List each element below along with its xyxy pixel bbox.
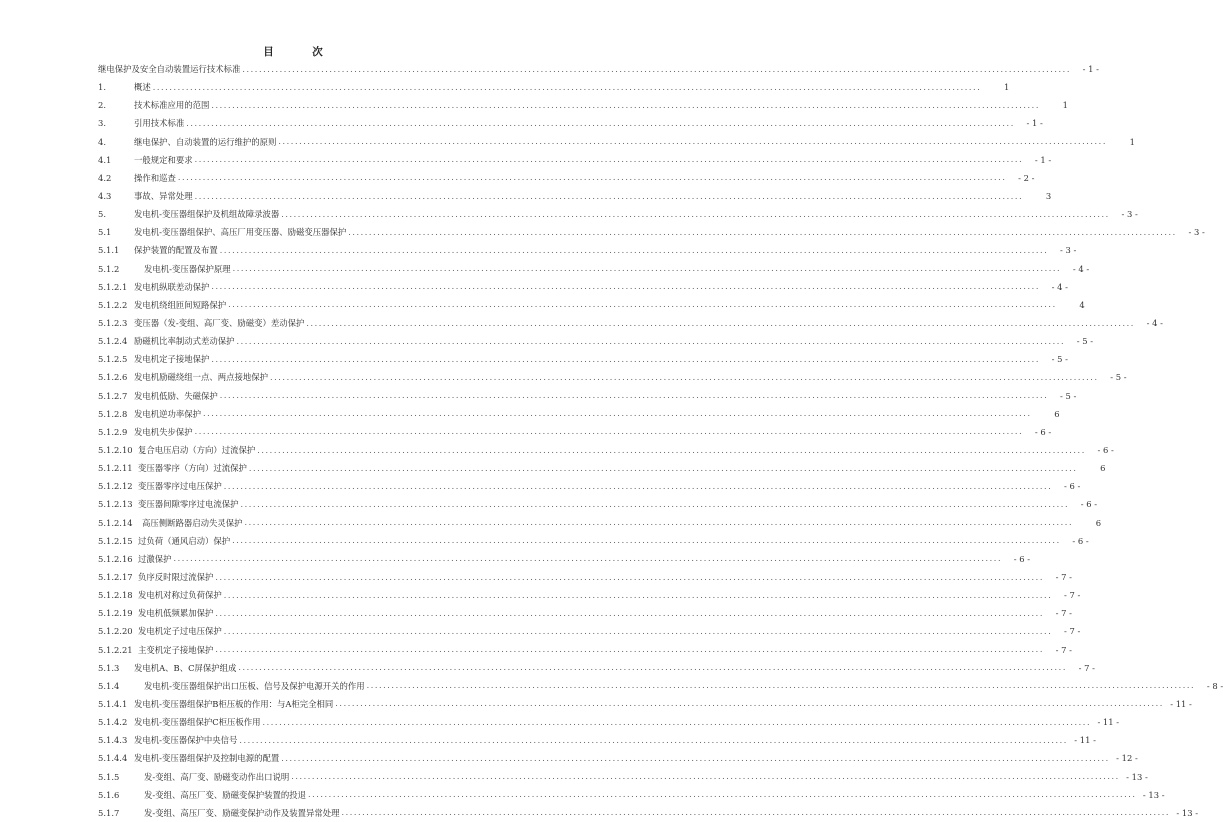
toc-entry-page: - 13 - [1176,807,1199,818]
toc-entry-title: 发电机励磁绕组一点、两点接地保护 [134,372,268,383]
toc-leader-dots: ........................................................................................................................................................................................................ [341,808,1171,818]
toc-entry-page: - 1 - [1026,118,1043,129]
toc-leader-dots: ........................................................................................................................................................................................................ [223,626,1053,636]
toc-leader-dots: ........................................................................................................................................................................................................ [219,245,1049,255]
toc-entry-title: 发电机-变压器组保护出口压板、信号及保护电源开关的作用 [144,680,365,691]
toc-leader-dots: ........................................................................................................................................................................................................ [239,735,1068,745]
toc-entry-page: 6 [1095,517,1102,528]
toc-entry[interactable] [98,641,1072,659]
toc-entry-page: - 11 - [1170,698,1192,709]
toc-entry[interactable] [98,568,1072,586]
toc-entry-number: 5.1.7 [98,807,120,818]
toc-entry-title: 变压器间隙零序过电流保护 [138,499,239,510]
toc-entry-number: 5.1.2.20 [98,626,133,637]
toc-entry-page: - 8 - [1206,680,1223,691]
toc-entry[interactable] [98,278,1068,296]
toc-entry-page: - 6 - [1013,553,1031,564]
toc-entry[interactable] [98,296,1085,314]
toc-entry-page: - 3 - [1188,227,1205,238]
toc-entry-title: 发电机纵联差动保护 [134,281,210,292]
toc-leader-dots: ........................................................................................................................................................................................................ [177,173,1007,183]
toc-entry[interactable] [98,713,1120,731]
toc-entry[interactable] [98,695,1192,713]
toc-entry[interactable] [98,205,1138,223]
toc-entry[interactable] [98,387,1077,405]
toc-entry-title: 发电机绕组匝间短路保护 [134,299,227,310]
toc-entry-title: 继电保护、自动装置的运行维护的原则 [134,136,277,147]
toc-entry-title: 事故、异常处理 [134,191,193,202]
toc-entry[interactable] [98,550,1031,568]
toc-entry-number: 5.1.4 [98,680,120,691]
toc-entry-title: 变压器零序过电压保护 [138,481,222,492]
toc-entry-number: 5.1.2.11 [98,463,133,474]
toc-entry-title: 励磁机比率制动式差动保护 [134,336,235,347]
toc-entry-title: 发电机-变压器组保护B柜压板的作用：与A柜完全相同 [134,698,334,709]
toc-entry-title: 复合电压启动（方向）过流保护 [138,445,256,456]
toc-entry-title: 发电机-变压器组保护及机组故障录波器 [134,209,280,220]
toc-entry[interactable] [98,368,1127,386]
toc-leader-dots: ........................................................................................................................................................................................................ [219,391,1049,401]
toc-entry-page: 6 [1100,463,1106,474]
toc-leader-dots: ........................................................................................................................................................................................................ [232,536,1061,546]
toc-entry-title: 变压器零序（方向）过流保护 [138,463,247,474]
toc-entry-page: - 4 - [1051,281,1068,292]
toc-entry[interactable] [98,314,1163,332]
toc-entry-page: - 13 - [1126,771,1148,782]
toc-entry-title: 发电机低励、失磁保护 [134,390,218,401]
toc-leader-dots: ........................................................................................................................................................................................................ [194,191,1024,201]
toc-entry[interactable] [98,604,1072,622]
toc-entry-page: - 6 - [1034,426,1052,437]
toc-entry-title: 发电机-变压器保护原理 [144,263,231,274]
toc-entry-page: - 5 - [1060,390,1077,401]
toc-entry-page: - 3 - [1121,209,1138,220]
toc-entry-title: 发电机对称过负荷保护 [138,590,222,601]
toc-entry-number: 5.1.2.21 [98,644,133,655]
toc-entry[interactable] [98,187,1052,205]
toc-leader-dots: ........................................................................................................................................................................................................ [281,209,1110,219]
toc-entry-page: 1 [1129,136,1135,147]
toc-leader-dots: ........................................................................................................................................................................................................ [278,137,1107,147]
toc-entry-page: - 1 - [1034,154,1052,165]
toc-entry-number: 5.1.2 [98,263,120,274]
toc-entry-number: 5.1.2.5 [98,354,128,365]
toc-entry[interactable] [98,78,1010,96]
toc-entry-page: - 11 - [1097,717,1120,728]
toc-leader-dots: ........................................................................................................................................................................................................ [238,663,1067,673]
toc-entry-page: - 11 - [1074,735,1096,746]
toc-entry[interactable] [98,677,1223,695]
toc-entry[interactable] [98,749,1138,767]
toc-title: 目 次 [263,46,337,58]
toc-entry-number: 4.3 [98,191,112,202]
toc-leader-dots: ........................................................................................................................................................................................................ [236,336,1066,346]
toc-leader-dots: ........................................................................................................................................................................................................ [215,608,1044,618]
toc-leader-dots: ........................................................................................................................................................................................................ [242,64,1071,74]
toc-leader-dots: ........................................................................................................................................................................................................ [173,554,1003,564]
toc-entry[interactable] [98,114,1043,132]
toc-leader-dots: ........................................................................................................................................................................................................ [281,753,1110,763]
toc-entry[interactable] [98,786,1165,804]
toc-entry-number: 4.2 [98,172,112,183]
toc-entry-page: 1 [1004,82,1010,93]
toc-entry-title: 继电保护及安全自动装置运行技术标准 [98,64,241,75]
toc-entry-number: 5.1.6 [98,789,120,800]
toc-entry-title: 一般规定和要求 [134,154,193,165]
toc-leader-dots: ........................................................................................................................................................................................................ [194,155,1024,165]
toc-entry-page: 1 [1062,100,1068,111]
toc-leader-dots: ........................................................................................................................................................................................................ [348,227,1177,237]
toc-entry-page: - 7 - [1055,572,1072,582]
toc-entry[interactable] [98,332,1094,350]
toc-entry-number: 5.1.2.1 [98,281,128,292]
toc-entry[interactable] [98,169,1035,187]
toc-entry[interactable] [98,495,1098,513]
toc-leader-dots: ........................................................................................................................................................................................................ [152,82,982,92]
toc-entry-number: 5.1.4.4 [98,753,128,764]
toc-entry[interactable] [98,441,1114,459]
toc-entry[interactable] [98,659,1095,677]
toc-entry[interactable] [98,514,1102,532]
toc-leader-dots: ........................................................................................................................................................................................................ [186,118,1015,128]
toc-entry-title: 主变机定子接地保护 [138,644,214,655]
toc-entry-title: 概述 [134,82,151,93]
toc-entry-page: - 4 - [1146,318,1163,329]
toc-entry-number: 5.1.2.3 [98,318,128,329]
toc-entry-number: 5.1.2.18 [98,590,133,601]
toc-entry[interactable] [98,133,1135,151]
toc-entry-title: 保护装置的配置及布置 [134,245,218,256]
toc-entry-title: 负序反时限过流保护 [138,572,214,582]
toc-leader-dots: ........................................................................................................................................................................................................ [291,772,1120,782]
toc-entry[interactable] [98,260,1090,278]
toc-leader-dots: ........................................................................................................................................................................................................ [211,282,1040,292]
toc-entry-title: 发电机逆功率保护 [134,408,201,419]
toc-entry-page: 4 [1079,299,1085,310]
toc-entry[interactable] [98,477,1081,495]
toc-entry[interactable] [98,622,1081,640]
toc-entry-title: 发电机-变压器组保护、高压厂用变压器、励磁变压器保护 [134,227,347,238]
toc-entry-number: 1. [98,82,106,93]
toc-entry-title: 发电机-变压器保护中央信号 [134,735,238,746]
toc-leader-dots: ........................................................................................................................................................................................................ [215,572,1044,582]
toc-entry-page: - 13 - [1142,789,1165,800]
toc-entry[interactable] [98,241,1077,259]
toc-entry-title: 引用技术标准 [134,118,185,129]
toc-entry-page: - 4 - [1072,263,1090,274]
toc-entry-number: 2. [98,100,106,111]
toc-entry-page: - 6 - [1064,481,1081,492]
toc-entry-title: 操作和巡查 [134,172,176,183]
toc-leader-dots: ........................................................................................................................................................................................................ [211,100,1040,110]
toc-entry-number: 5.1.2.13 [98,499,133,510]
toc-entry-number: 5.1.2.4 [98,336,128,347]
toc-entry[interactable] [98,223,1205,241]
toc-leader-dots: ........................................................................................................................................................................................................ [262,717,1092,727]
toc-entry[interactable] [98,731,1096,749]
toc-leader-dots: ........................................................................................................................................................................................................ [211,354,1040,364]
toc-entry-page: - 12 - [1116,753,1138,764]
toc-entry-page: - 6 - [1097,445,1114,456]
toc-leader-dots: ........................................................................................................................................................................................................ [244,518,1074,528]
toc-entry-page: - 3 - [1060,245,1077,256]
toc-entry-title: 高压侧断路器启动失灵保护 [142,517,243,528]
toc-entry-number: 5.1.2.15 [98,535,133,546]
toc-entry-number: 5.1.2.2 [98,299,128,310]
toc-leader-dots: ........................................................................................................................................................................................................ [223,481,1053,491]
toc-entry[interactable] [98,804,1199,822]
toc-entry-page: - 7 - [1078,662,1095,673]
toc-entry[interactable] [98,96,1068,114]
toc-entry-number: 5.1.2.19 [98,608,133,619]
toc-entry-number: 5.1.2.6 [98,372,128,383]
toc-entry-page: - 5 - [1051,354,1068,365]
toc-entry-number: 4. [98,136,106,147]
toc-leader-dots: ........................................................................................................................................................................................................ [240,499,1070,509]
toc-entry[interactable] [98,423,1052,441]
toc-entry-page: - 7 - [1055,644,1072,655]
toc-leader-dots: ........................................................................................................................................................................................................ [248,463,1078,473]
toc-entry-number: 5.1.2.9 [98,426,128,437]
toc-entry-title: 发-变组、高厂变、励磁变动作出口说明 [144,771,290,782]
toc-entry-number: 5.1.1 [98,245,120,256]
toc-entry-number: 5.1.2.8 [98,408,128,419]
toc-entry-title: 发电机定子过电压保护 [138,626,222,637]
toc-entry-title: 发电机定子接地保护 [134,354,210,365]
toc-entry-number: 5.1.4.3 [98,735,128,746]
toc-leader-dots: ........................................................................................................................................................................................................ [257,445,1086,455]
toc-entry[interactable] [98,767,1148,785]
toc-entry-number: 5.1.2.17 [98,572,133,582]
toc-entry-title: 发电机-变压器组保护C柜压板作用 [134,717,261,728]
toc-entry[interactable] [98,586,1081,604]
toc-entry-page: 6 [1054,408,1060,419]
toc-leader-dots: ........................................................................................................................................................................................................ [232,264,1062,274]
toc-leader-dots: ........................................................................................................................................................................................................ [194,427,1024,437]
toc-entry-page: - 5 - [1110,372,1127,383]
toc-entry-page: - 6 - [1072,535,1089,546]
toc-entry-title: 发-变组、高压厂变、励磁变保护动作及装置异常处理 [144,807,340,818]
toc-leader-dots: ........................................................................................................................................................................................................ [270,372,1099,382]
toc-entry[interactable] [98,532,1089,550]
toc-entry-page: - 5 - [1076,336,1094,347]
toc-entry-number: 4.1 [98,154,112,165]
toc-leader-dots: ........................................................................................................................................................................................................ [307,790,1137,800]
toc-entry-number: 5.1.5 [98,771,120,782]
toc-entry[interactable] [98,151,1052,169]
toc-entry-number: 5.1.3 [98,662,120,673]
toc-entry-page: - 7 - [1064,590,1081,601]
toc-entry-number: 5.1.2.14 [98,517,133,528]
toc-leader-dots: ........................................................................................................................................................................................................ [335,699,1164,709]
toc-entry-number: 5. [98,209,106,220]
toc-entry-title: 技术标准应用的范围 [134,100,210,111]
toc-entry-title: 发电机失步保护 [134,426,193,437]
toc-entry-title: 发电机低频累加保护 [138,608,214,619]
toc-entry-title: 变压器（发-变组、高厂变、励磁变）差动保护 [134,318,305,329]
toc-entry-page: - 1 - [1082,64,1099,75]
toc-entry-title: 发-变组、高压厂变、励磁变保护装置的投退 [144,789,306,800]
toc-leader-dots: ........................................................................................................................................................................................................ [228,300,1057,310]
toc-entry-page: - 2 - [1018,172,1035,183]
toc-entry[interactable] [98,60,1099,78]
toc-leader-dots: ........................................................................................................................................................................................................ [215,645,1044,655]
toc-entry-page: - 6 - [1080,499,1098,510]
toc-entry-page: - 7 - [1064,626,1081,637]
toc-leader-dots: ........................................................................................................................................................................................................ [366,681,1196,691]
toc-leader-dots: ........................................................................................................................................................................................................ [223,590,1053,600]
toc-leader-dots: ........................................................................................................................................................................................................ [306,318,1135,328]
toc-entry-number: 5.1.2.12 [98,481,133,492]
toc-entry-number: 5.1.2.10 [98,445,133,456]
toc-entry-title: 过激保护 [138,553,172,564]
toc-entry-title: 过负荷（通风启动）保护 [138,535,231,546]
toc-entry-page: - 7 - [1055,608,1072,619]
toc-entry-number: 5.1.2.16 [98,553,133,564]
toc-entry[interactable] [98,459,1106,477]
toc-entry[interactable] [98,405,1060,423]
toc-entry-number: 5.1.2.7 [98,390,128,401]
toc-entry-number: 3. [98,118,106,129]
toc-entry-title: 发电机A、B、C屏保护组成 [134,662,237,673]
table-of-contents [98,60,1223,822]
toc-entry-number: 5.1.4.2 [98,717,128,728]
toc-entry[interactable] [98,350,1068,368]
toc-entry-title: 发电机-变压器组保护及控制电源的配置 [134,753,280,764]
toc-leader-dots: ........................................................................................................................................................................................................ [203,409,1032,419]
toc-entry-number: 5.1 [98,227,112,238]
toc-entry-number: 5.1.4.1 [98,698,128,709]
toc-entry-page: 3 [1045,191,1052,202]
